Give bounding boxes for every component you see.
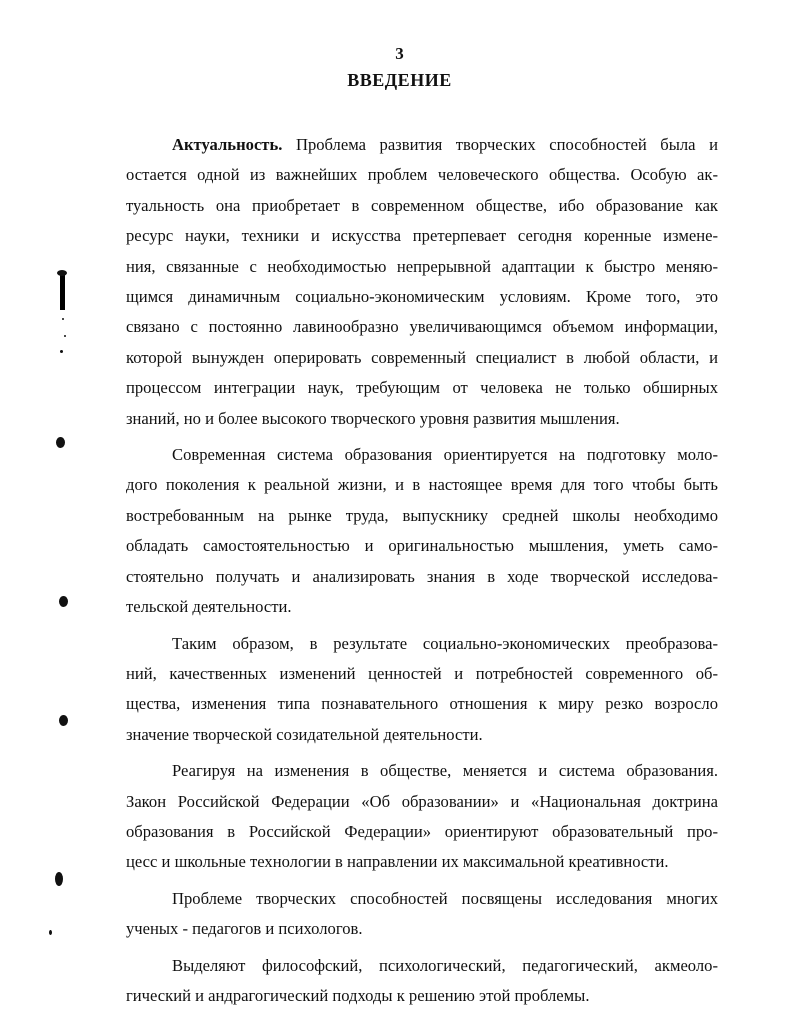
paragraph bbox=[126, 629, 718, 751]
scan-artifact-bar bbox=[60, 272, 65, 310]
paragraph bbox=[126, 756, 718, 878]
text-line: Актуальность. Проблема развития творческих способностей была и bbox=[172, 135, 718, 154]
document-body bbox=[126, 130, 718, 1017]
text-line: Современная система образования ориентируется на подготовку моло- bbox=[172, 445, 718, 465]
text-line: Закон Российской Федерации «Об образовании» и «Национальная доктрина bbox=[126, 791, 718, 811]
text-line: связано с постоянно лавинообразно увеличивающимся объемом информации, bbox=[126, 317, 718, 337]
scan-artifact-dot bbox=[49, 930, 52, 935]
text-line: Проблеме творческих способностей посвящены исследования многих bbox=[172, 888, 718, 908]
lead-term: Актуальность. bbox=[172, 135, 283, 154]
text-line: ученых - педагогов и психологов. bbox=[126, 919, 363, 939]
paragraph bbox=[126, 951, 718, 1012]
text-line: Выделяют философский, психологический, педагогический, акмеоло- bbox=[172, 955, 718, 975]
page-title: ВВЕДЕНИЕ bbox=[347, 70, 452, 90]
text-line: значение творческой созидательной деятельности. bbox=[126, 724, 483, 744]
scan-artifact-dot bbox=[62, 318, 64, 320]
paragraph bbox=[126, 130, 718, 434]
page-number: 3 bbox=[395, 44, 404, 63]
text-line: ний, качественных изменений ценностей и потребностей современного об- bbox=[126, 663, 718, 683]
text-line: дого поколения к реальной жизни, и в настоящее время для того чтобы быть bbox=[126, 475, 718, 495]
text-line: остается одной из важнейших проблем человеческого общества. Особую ак- bbox=[126, 165, 718, 185]
paragraph bbox=[126, 884, 718, 945]
text-line: Реагируя на изменения в обществе, меняется и система образования. bbox=[172, 761, 718, 781]
punch-hole-mark bbox=[59, 715, 68, 726]
text-line: ресурс науки, техники и искусства претерпевает сегодня коренные измене- bbox=[126, 226, 718, 246]
text-line: знаний, но и более высокого творческого уровня развития мышления. bbox=[126, 408, 620, 428]
text-line: процессом интеграции наук, требующим от человека не только обширных bbox=[126, 378, 718, 398]
scan-artifact-dot bbox=[64, 335, 66, 337]
text-line: ния, связанные с необходимостью непрерывной адаптации к быстро меняю- bbox=[126, 256, 718, 276]
punch-hole-mark bbox=[56, 437, 65, 448]
text-line: образования в Российской Федерации» ориентируют образовательный про- bbox=[126, 821, 718, 841]
text-line: Таким образом, в результате социально-экономических преобразова- bbox=[172, 633, 718, 653]
text-line: туальность она приобретает в современном обществе, ибо образование как bbox=[126, 195, 718, 215]
text-line: щества, изменения типа познавательного отношения к миру резко возросло bbox=[126, 694, 718, 714]
paragraph bbox=[126, 440, 718, 622]
punch-hole-mark bbox=[59, 596, 68, 607]
scan-artifact-dot bbox=[60, 350, 63, 353]
punch-hole-mark bbox=[55, 872, 63, 886]
text-line: стоятельно получать и анализировать знания в ходе творческой исследова- bbox=[126, 566, 718, 586]
text-line: цесс и школьные технологии в направлении их максимальной креативности. bbox=[126, 852, 669, 872]
text-line: гический и андрагогический подходы к решению этой проблемы. bbox=[126, 985, 590, 1005]
text-line: обладать самостоятельностью и оригинальностью мышления, уметь само- bbox=[126, 536, 718, 556]
text-line: щимся динамичным социально-экономическим условиям. Кроме того, это bbox=[126, 287, 718, 307]
text-line: тельской деятельности. bbox=[126, 597, 292, 617]
text-line: востребованным на рынке труда, выпускнику средней школы необходимо bbox=[126, 505, 718, 525]
scan-artifact-dot bbox=[57, 270, 67, 276]
text-line: которой вынужден оперировать современный специалист в любой области, и bbox=[126, 347, 718, 367]
